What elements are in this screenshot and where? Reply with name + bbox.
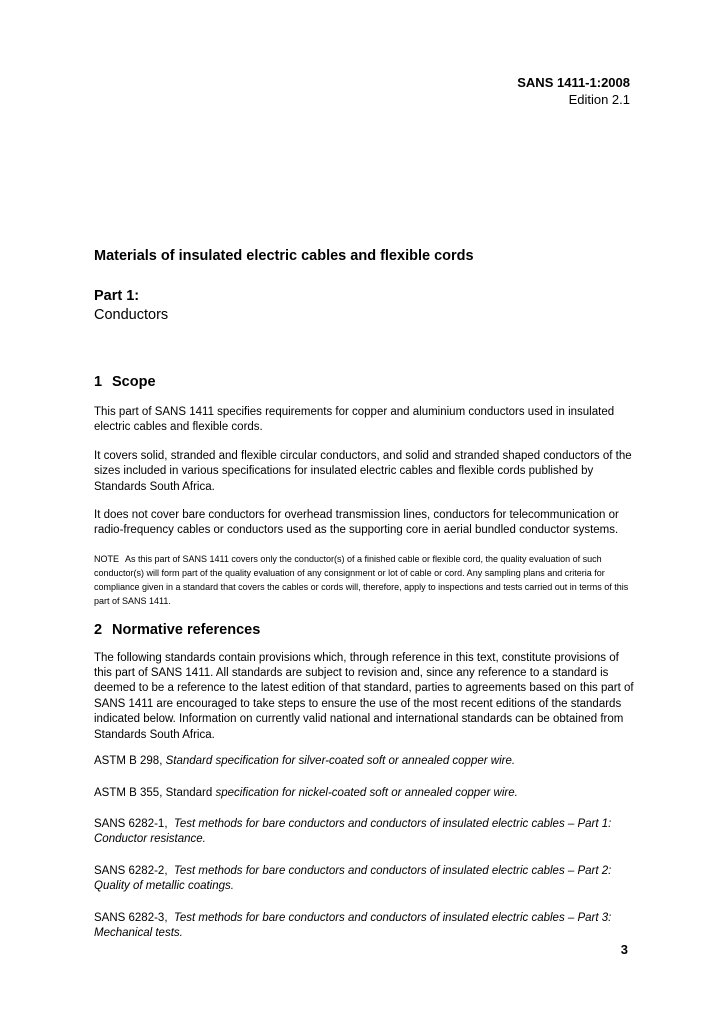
document-body (94, 246, 634, 941)
reference-item (94, 754, 634, 769)
reference-item (94, 864, 634, 895)
scope-paragraph: It does not cover bare conductors for overhead transmission lines, conductors for telecommunication or radio-frequency cables or conductors used as the supporting core in aerial bundled conductor systems. (94, 509, 619, 537)
reference-code: ASTM B 355, Standard (94, 786, 213, 799)
page-header (517, 74, 630, 108)
reference-title: Test methods for bare conductors and conductors of insulated electric cables – Part 3: Mechanical tests. (94, 911, 612, 939)
section-heading-scope (94, 372, 634, 392)
section-title: Normative references (112, 621, 261, 638)
reference-title: Test methods for bare conductors and conductors of insulated electric cables – Part 1: Conductor resistance. (94, 817, 612, 846)
references-intro: The following standards contain provisions which, through reference in this text, constitute provisions of this part of SANS 1411. All standards are subject to revision and, since any reference to a standard is deemed to be a reference to the latest edition of that standard, parties to agreements based on this part of SANS 1411 are encouraged to take steps to ensure the use of the most recent editions of the standards indicated below. Information on currently valid national and international standards can be obtained from Standards South Africa. (94, 651, 634, 741)
reference-title: Standard specification for silver-coated soft or annealed copper wire. (165, 755, 516, 768)
section-heading-normative-references (94, 620, 634, 640)
part-name: Conductors (94, 307, 169, 323)
document-title: Materials of insulated electric cables and flexible cords (94, 248, 474, 264)
reference-title: Test methods for bare conductors and conductors of insulated electric cables – Part 2: Quality of metallic coatings. (94, 864, 612, 893)
reference-code: SANS 6282-1, (94, 817, 168, 830)
reference-code: SANS 6282-3, (94, 911, 168, 924)
note-text: As this part of SANS 1411 covers only the conductor(s) of a finished cable or flexible cord, the quality evaluation of such conductor(s) will form part of the quality evaluation of any consignment or lot of cable or cord. Any sampling plans and criteria for compliance given in a standard that covers the cables or cords will, therefore, apply to inspections and tests carried out in terms of this part of SANS 1411. (94, 553, 629, 607)
part-label: Part 1: (94, 288, 140, 304)
section-number: 1 (94, 374, 103, 390)
reference-item (94, 786, 634, 801)
reference-code: SANS 6282-2, (94, 864, 168, 877)
section-title: Scope (112, 374, 156, 390)
reference-title: specification for nickel-coated soft or annealed copper wire. (215, 786, 518, 799)
reference-code: ASTM B 298, (94, 755, 163, 768)
section-number: 2 (94, 621, 103, 638)
scope-paragraph: This part of SANS 1411 specifies requirements for copper and aluminium conductors used in insulated electric cables and flexible cords. (94, 406, 615, 434)
standard-number: SANS 1411-1:2008 (517, 75, 630, 90)
reference-item (94, 817, 634, 848)
reference-item (94, 911, 634, 942)
scope-paragraph: It covers solid, stranded and flexible circular conductors, and solid and stranded shaped conductors of the sizes included in various specifications for insulated electric cables and flexible cords published by Standards South Africa. (94, 449, 632, 493)
scope-note (94, 552, 634, 609)
edition-label: Edition 2.1 (568, 92, 630, 107)
note-label: NOTE (94, 553, 120, 564)
page-number: 3 (620, 942, 628, 957)
